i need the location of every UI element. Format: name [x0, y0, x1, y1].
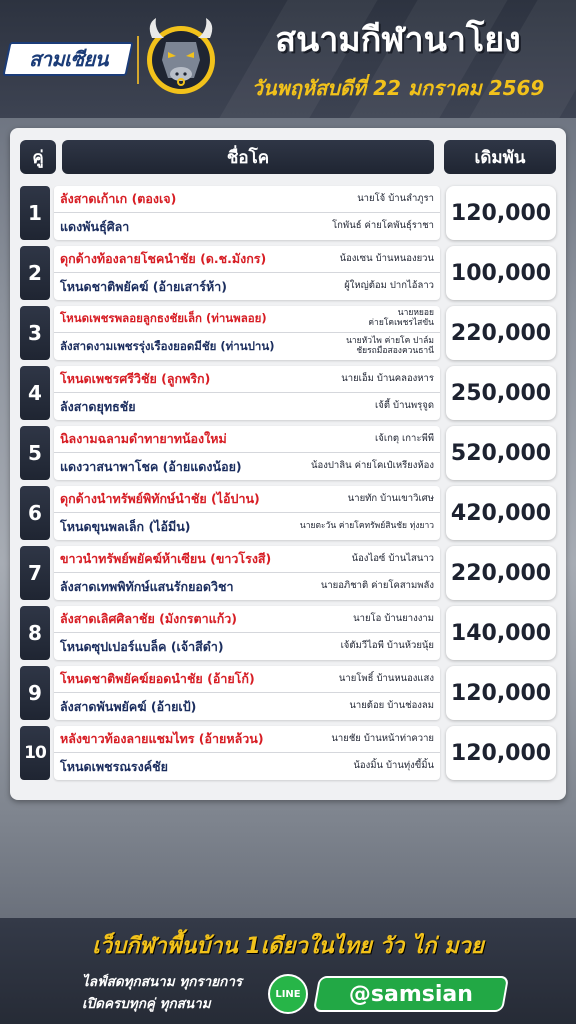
pair-names: [54, 486, 440, 540]
red-corner-owner: นายโพธิ์ บ้านหนองแสง: [338, 672, 434, 684]
logo-divider: [137, 36, 139, 84]
table-row: [10, 306, 566, 360]
pair-number: 3: [20, 306, 50, 360]
blue-corner-owner: นายหัวไพ ค่ายโค ปาล์ม ชัยรถมือสองควนธานี: [346, 335, 434, 356]
pair-number: 4: [20, 366, 50, 420]
red-corner-owner: นายหยอย ค่ายโคเพชรไสขัน: [368, 308, 434, 328]
blue-corner-name: ลังสาดพันพยัคฆ์ (อ้ายเป้): [60, 698, 197, 714]
pair-number: 7: [20, 546, 50, 600]
pair-names: [54, 186, 440, 240]
blue-corner-owner: เจ้ตี้ บ้านพรุจูด: [375, 400, 434, 412]
match-card: [10, 128, 566, 800]
table-row: [10, 546, 566, 600]
pair-names: [54, 606, 440, 660]
table-row: [10, 726, 566, 780]
brand-logo: [2, 42, 133, 76]
red-corner-owner: นายโจ้ บ้านลำภูรา: [357, 192, 434, 204]
bet-amount: 220,000: [446, 546, 556, 600]
red-corner-name: ลังสาดเก้าเก (ตองเจ): [60, 191, 177, 206]
table-row: [10, 246, 566, 300]
pair-names: [54, 306, 440, 360]
blue-corner-owner: นายตะวัน ค่ายโคทรัพย์สินชัย ทุ่งยาว: [299, 520, 434, 531]
red-corner-owner: นายทัก บ้านเขาวิเศษ: [347, 492, 434, 504]
bet-amount: 140,000: [446, 606, 556, 660]
line-app-icon[interactable]: [268, 974, 308, 1014]
blue-corner-name: ลังสาดงามเพชรรุ่งเรืองยอดมีชัย (ท่านปาน): [60, 338, 275, 353]
footer-tagline: เว็บกีฬาพื้นบ้าน 1เดียวในไทย วัว ไก่ มวย: [92, 934, 484, 959]
red-corner-owner: นายชัย บ้านหน้าท่าควาย: [331, 732, 434, 744]
footer-line-2: เปิดครบทุกคู่ ทุกสนาม: [82, 996, 211, 1012]
brand-name: สามเซียน: [28, 47, 108, 71]
pair-names: [54, 366, 440, 420]
blue-corner-owner: นายต้อย บ้านช่องลม: [349, 700, 434, 712]
pair-names: [54, 246, 440, 300]
footer-line-1: ไลฟ์สดทุกสนาม ทุกรายการ: [82, 974, 243, 990]
blue-corner-name: แดงพันธุ์ศิลา: [60, 218, 130, 234]
red-corner-owner: นายโอ บ้านยางงาม: [353, 612, 434, 624]
pair-names: [54, 666, 440, 720]
blue-corner-name: โหนดเพชรณรงค์ชัย: [60, 758, 168, 774]
pair-number: 5: [20, 426, 50, 480]
bet-amount: 120,000: [446, 666, 556, 720]
bet-amount: 120,000: [446, 186, 556, 240]
pair-number: 9: [20, 666, 50, 720]
table-row: [10, 606, 566, 660]
blue-corner-name: ลังสาดเทพพิทักษ์แสนรักยอดวิชา: [60, 578, 234, 594]
red-corner-name: ดุกด้างท้องลายโชคนำชัย (ด.ช.มังกร): [60, 251, 267, 266]
header-bull-name: ชื่อโค: [62, 140, 434, 174]
red-corner-name: ขาวนำทรัพย์พยัคฆ์ห้าเซียน (ขาวโรงสี): [60, 551, 272, 566]
pair-names: [54, 726, 440, 780]
blue-corner-owner: เจ้ตัมวีไอพี บ้านห้วยนุ้ย: [340, 640, 434, 652]
blue-corner-name: โหนดชาติพยัคฆ์ (อ้ายเสาร์ห้า): [60, 278, 227, 294]
bet-amount: 520,000: [446, 426, 556, 480]
pair-names: [54, 426, 440, 480]
red-corner-name: หลังขาวท้องลายแชมไทร (อ้ายหล้วน): [60, 731, 264, 746]
red-corner-owner: น้องเซน บ้านหนองยวน: [339, 252, 434, 264]
red-corner-name: ลังสาดเลิศศิลาชัย (มังกรตาแก้ว): [60, 611, 238, 626]
blue-corner-owner: น้องปาลิน ค่ายโคเป๋เหรียงห้อง: [311, 460, 434, 472]
event-date: วันพฤหัสบดีที่ 22 มกราคม 2569: [251, 76, 545, 100]
blue-corner-owner: น้องมิ้น บ้านทุ่งขี้มิ้น: [353, 760, 434, 772]
pair-number: 1: [20, 186, 50, 240]
table-row: [10, 366, 566, 420]
table-row: [10, 486, 566, 540]
blue-corner-name: โหนดขุนพลเล็ก (ไอ้มีน): [60, 518, 191, 534]
line-handle-text: @samsian: [348, 981, 473, 1007]
red-corner-owner: น้องไอซ์ บ้านไสนาว: [351, 552, 434, 564]
bet-amount: 250,000: [446, 366, 556, 420]
blue-corner-owner: นายอภิชาติ ค่ายโคสามพลัง: [320, 580, 434, 592]
pair-number: 2: [20, 246, 50, 300]
blue-corner-owner: โกพันธ์ ค่ายโคพันธุ์ราชา: [332, 220, 434, 232]
table-row: [10, 186, 566, 240]
blue-corner-owner: ผู้ใหญ่ต้อม ปากไอ้ลาว: [344, 280, 434, 292]
pair-number: 6: [20, 486, 50, 540]
red-corner-name: โหนดชาติพยัคฆ์ยอดนำชัย (อ้ายโก้): [60, 671, 255, 686]
red-corner-owner: เจ้เกตุ เกาะพีพี: [375, 432, 434, 444]
table-row: [10, 426, 566, 480]
pair-number: 10: [20, 726, 50, 780]
bet-amount: 420,000: [446, 486, 556, 540]
header-pair-no: คู่: [20, 140, 56, 174]
bet-amount: 220,000: [446, 306, 556, 360]
line-app-label: LINE: [275, 988, 301, 1000]
red-corner-name: ดุกด้างนำทรัพย์พิทักษ์นำชัย (ไอ้ปาน): [60, 491, 260, 506]
blue-corner-name: โหนดซุปเปอร์แบล็ค (เจ้าสีดำ): [60, 638, 224, 654]
bet-amount: 120,000: [446, 726, 556, 780]
page-title: สนามกีฬานาโยง: [275, 20, 521, 60]
line-handle-button[interactable]: [313, 976, 509, 1012]
red-corner-name: นิลงามฉลามดำทายาทน้องใหม่: [60, 431, 227, 446]
header-bet: เดิมพัน: [444, 140, 556, 174]
pair-number: 8: [20, 606, 50, 660]
blue-corner-name: ลังสาดยุทธชัย: [60, 398, 136, 414]
pair-names: [54, 546, 440, 600]
red-corner-name: โหนดเพชรพลอยลูกธงชัยเล็ก (ท่านพลอย): [60, 311, 267, 325]
blue-corner-name: แดงวาสนาพาโชค (อ้ายแดงน้อย): [60, 458, 242, 474]
red-corner-name: โหนดเพชรศรีวิชัย (ลูกพริก): [60, 371, 211, 386]
red-corner-owner: นายเอ็ม บ้านคลองหาร: [341, 372, 434, 384]
bull-mascot-icon: [144, 16, 218, 98]
bet-amount: 100,000: [446, 246, 556, 300]
table-row: [10, 666, 566, 720]
